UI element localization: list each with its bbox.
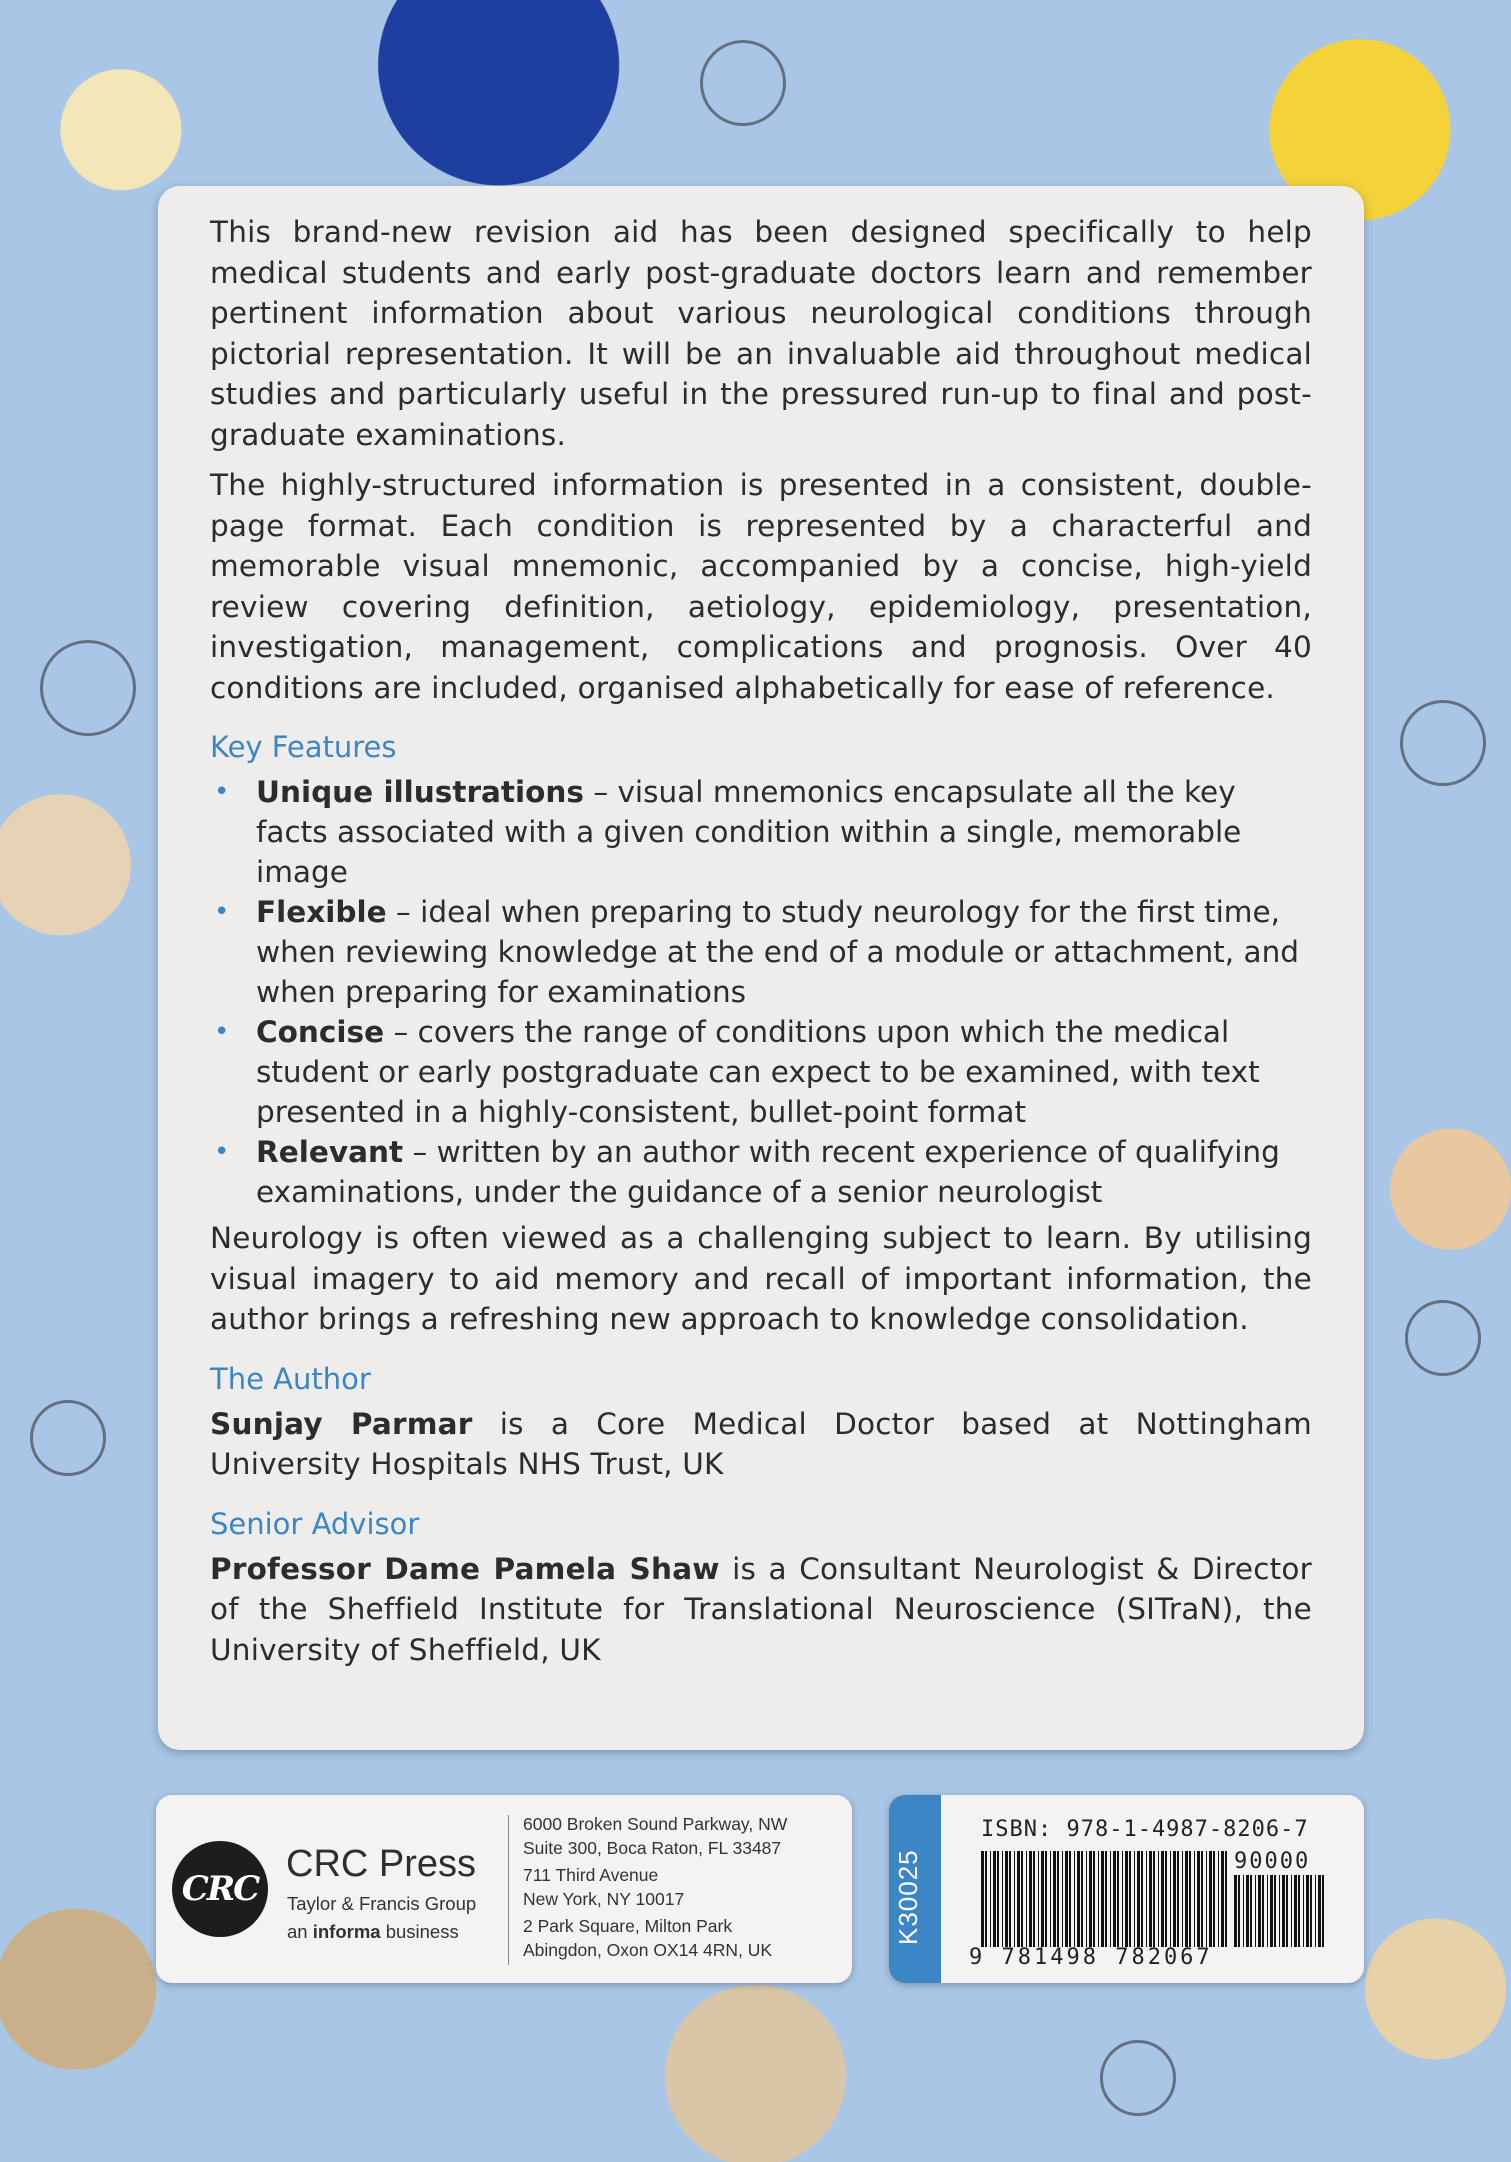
bullet-icon: •	[214, 897, 230, 927]
barcode-bar	[1125, 1851, 1128, 1947]
barcode-bar	[1201, 1851, 1203, 1947]
barcode-bar	[1149, 1851, 1152, 1947]
barcode-bar	[1153, 1851, 1155, 1947]
barcode-bar	[1246, 1875, 1249, 1947]
barcode-bar	[993, 1851, 996, 1947]
feature-text: – covers the range of conditions upon which the medical student or early postgraduate can expect to be examined, with text presented in a highly-consistent, bullet-point format	[256, 1015, 1260, 1129]
barcode-bar	[1225, 1851, 1227, 1947]
closing-paragraph: Neurology is often viewed as a challenging subject to learn. By utilising visual imagery to aid memory and recall of important information, the author brings a refreshing new approach to knowledge consolidation.	[210, 1221, 1312, 1336]
intro-paragraph-1: This brand-new revision aid has been designed specifically to help medical students and early post-graduate doctors learn and remember pertinent information about various neurological conditions through pictorial representation. It will be an invaluable aid throughout medical studies and particularly useful in the pressured run-up to final and post-graduate examinations.	[210, 215, 1312, 452]
address-line: 711 Third Avenue	[523, 1865, 659, 1885]
barcode-bar	[1134, 1851, 1135, 1947]
barcode-digits: 9 781498 782067	[969, 1945, 1213, 1970]
barcode-bar	[1258, 1875, 1261, 1947]
barcode-bar	[1161, 1851, 1164, 1947]
barcode-bar	[1262, 1875, 1264, 1947]
barcode-bar	[1014, 1851, 1015, 1947]
barcode-bar	[1303, 1875, 1304, 1947]
background-doodle	[40, 640, 136, 736]
barcode-bar	[1129, 1851, 1131, 1947]
isbn-box	[889, 1795, 1364, 1983]
barcode-bar	[1017, 1851, 1020, 1947]
barcode-bar	[1050, 1851, 1051, 1947]
background-doodle	[30, 1400, 106, 1476]
barcode-bar	[1294, 1875, 1297, 1947]
barcode-bar	[1189, 1851, 1191, 1947]
barcode-bar	[1286, 1875, 1288, 1947]
barcode-bar	[1270, 1875, 1273, 1947]
barcode-bar	[981, 1851, 984, 1947]
background-doodle	[1405, 1300, 1481, 1376]
barcode-bar	[1113, 1851, 1116, 1947]
blurb-panel	[158, 186, 1364, 1750]
barcode-bar	[1057, 1851, 1059, 1947]
barcode-bar	[1279, 1875, 1280, 1947]
bullet-icon: •	[214, 1137, 230, 1167]
barcode-bar	[1267, 1875, 1268, 1947]
barcode-bar	[1243, 1875, 1244, 1947]
barcode-bar	[1110, 1851, 1111, 1947]
barcode-bar	[1306, 1875, 1309, 1947]
barcode-bar	[1077, 1851, 1080, 1947]
publisher-group: Taylor & Francis Group	[287, 1893, 477, 1914]
advisor-heading: Senior Advisor	[210, 1506, 420, 1541]
advisor-bio	[210, 1549, 1312, 1671]
barcode-bar	[1213, 1851, 1215, 1947]
barcode-bar	[1146, 1851, 1147, 1947]
barcode-bar	[997, 1851, 999, 1947]
barcode-bar	[1255, 1875, 1256, 1947]
barcode-bar	[1158, 1851, 1159, 1947]
informa-suffix: business	[380, 1921, 459, 1942]
barcode-bar	[990, 1851, 991, 1947]
background-doodle	[700, 40, 786, 126]
barcode-bar	[1033, 1851, 1035, 1947]
barcode-bar	[1081, 1851, 1083, 1947]
barcode-bar	[1122, 1851, 1123, 1947]
advisor-bio-text: is a Consultant Neurologist & Director of the Sheffield Institute for Translational Neuroscience (SITraN), the University of Sheffield, UK	[210, 1551, 1312, 1667]
informa-bold: informa	[312, 1921, 381, 1942]
barcode-bar	[1206, 1851, 1207, 1947]
informa-prefix: an	[287, 1921, 313, 1942]
barcode-bar	[1185, 1851, 1188, 1947]
barcode-bar	[1165, 1851, 1167, 1947]
key-features-list	[210, 772, 1312, 1212]
bullet-icon: •	[214, 1017, 230, 1047]
barcode-bar	[1315, 1875, 1316, 1947]
address-line: 6000 Broken Sound Parkway, NW	[523, 1814, 788, 1834]
barcode-bar	[1086, 1851, 1087, 1947]
address-line: Abingdon, Oxon OX14 4RN, UK	[523, 1939, 773, 1960]
publisher-divider	[508, 1815, 509, 1965]
feature-term: Concise	[256, 1015, 385, 1049]
feature-term: Unique illustrations	[256, 775, 584, 809]
list-item	[210, 1132, 1312, 1212]
barcode-bar	[1002, 1851, 1003, 1947]
barcode-bar	[1074, 1851, 1075, 1947]
barcode-bar	[1221, 1851, 1224, 1947]
barcode-bar	[1182, 1851, 1183, 1947]
catalog-code-strip	[889, 1795, 941, 1983]
list-item	[210, 1012, 1312, 1132]
list-item	[210, 892, 1312, 1012]
publisher-name: CRC Press	[286, 1843, 477, 1885]
barcode-bar	[1105, 1851, 1107, 1947]
barcode-bar	[1173, 1851, 1176, 1947]
feature-text: – ideal when preparing to study neurology for the first time, when reviewing knowledge at the end of a module or attachment, and when preparing for examinations	[256, 895, 1300, 1009]
barcode-bar	[1069, 1851, 1071, 1947]
barcode-bar	[1026, 1851, 1027, 1947]
author-name: Sunjay Parmar	[210, 1406, 473, 1441]
bullet-icon: •	[214, 777, 230, 807]
barcode-bar	[1093, 1851, 1095, 1947]
advisor-name: Professor Dame Pamela Shaw	[210, 1551, 720, 1586]
barcode-bar	[1318, 1875, 1321, 1947]
barcode-bar	[1177, 1851, 1179, 1947]
feature-term: Flexible	[256, 895, 387, 929]
barcode-bar	[1310, 1875, 1312, 1947]
barcode-bar	[1197, 1851, 1200, 1947]
informa-line	[287, 1921, 459, 1943]
barcode-bar	[1209, 1851, 1212, 1947]
barcode-bar	[1098, 1851, 1099, 1947]
key-features-heading: Key Features	[210, 730, 397, 764]
author-bio-text: is a Core Medical Doctor based at Nottingham University Hospitals NHS Trust, UK	[210, 1406, 1312, 1481]
barcode	[981, 1851, 1229, 1947]
barcode-bar	[1238, 1875, 1240, 1947]
barcode-bar	[1291, 1875, 1292, 1947]
crc-logo: CRC	[172, 1841, 268, 1937]
barcode-bar	[1101, 1851, 1104, 1947]
barcode-bar	[1141, 1851, 1143, 1947]
barcode-bar	[1053, 1851, 1056, 1947]
barcode-bar	[1322, 1875, 1324, 1947]
catalog-code: K30025	[893, 1849, 923, 1945]
list-item	[210, 772, 1312, 892]
address-line: Suite 300, Boca Raton, FL 33487	[523, 1837, 782, 1858]
background-doodle	[1100, 2040, 1176, 2116]
barcode-bar	[1029, 1851, 1032, 1947]
barcode-bar	[1038, 1851, 1039, 1947]
barcode-bar	[1218, 1851, 1219, 1947]
feature-text: – visual mnemonics encapsulate all the key facts associated with a given condition within a single, memorable image	[256, 775, 1242, 889]
publisher-box	[156, 1795, 852, 1983]
barcode-bar	[1041, 1851, 1044, 1947]
barcode-bar	[1274, 1875, 1276, 1947]
barcode-bar	[1005, 1851, 1008, 1947]
intro-paragraph-2: The highly-structured information is presented in a consistent, double-page format. Each condition is represented by a characterful and memorable visual mnemonic, accompanied by a concise, high-yield review covering definition, aetiology, epidemiology, presentation, investigation, management, complications and prognosis. Over 40 conditions are included, organised alphabetically for ease of reference.	[210, 468, 1312, 705]
price-code: 90000	[1234, 1849, 1311, 1874]
isbn-text: ISBN: 978-1-4987-8206-7	[981, 1817, 1309, 1842]
barcode-bar	[1170, 1851, 1171, 1947]
address-line: 2 Park Square, Milton Park	[523, 1916, 733, 1936]
barcode-bar	[1009, 1851, 1011, 1947]
barcode-bar	[1021, 1851, 1023, 1947]
author-bio	[210, 1404, 1312, 1485]
barcode-bar	[1282, 1875, 1285, 1947]
barcode-bar	[1089, 1851, 1092, 1947]
barcode-bar	[1117, 1851, 1119, 1947]
barcode-bar	[1065, 1851, 1068, 1947]
barcode-bar	[1250, 1875, 1252, 1947]
background-doodle	[1400, 700, 1486, 786]
feature-text: – written by an author with recent experience of qualifying examinations, under the guidance of a senior neurologist	[256, 1135, 1280, 1209]
barcode-bar	[1298, 1875, 1300, 1947]
address-line: New York, NY 10017	[523, 1888, 685, 1909]
publisher-address	[523, 1813, 787, 1962]
barcode-bar	[1062, 1851, 1063, 1947]
price-barcode	[1234, 1875, 1326, 1947]
barcode-bar	[1137, 1851, 1140, 1947]
author-heading: The Author	[210, 1361, 371, 1396]
barcode-bar	[1045, 1851, 1047, 1947]
barcode-bar	[985, 1851, 987, 1947]
feature-term: Relevant	[256, 1135, 404, 1169]
barcode-bar	[1234, 1875, 1237, 1947]
barcode-bar	[1194, 1851, 1195, 1947]
